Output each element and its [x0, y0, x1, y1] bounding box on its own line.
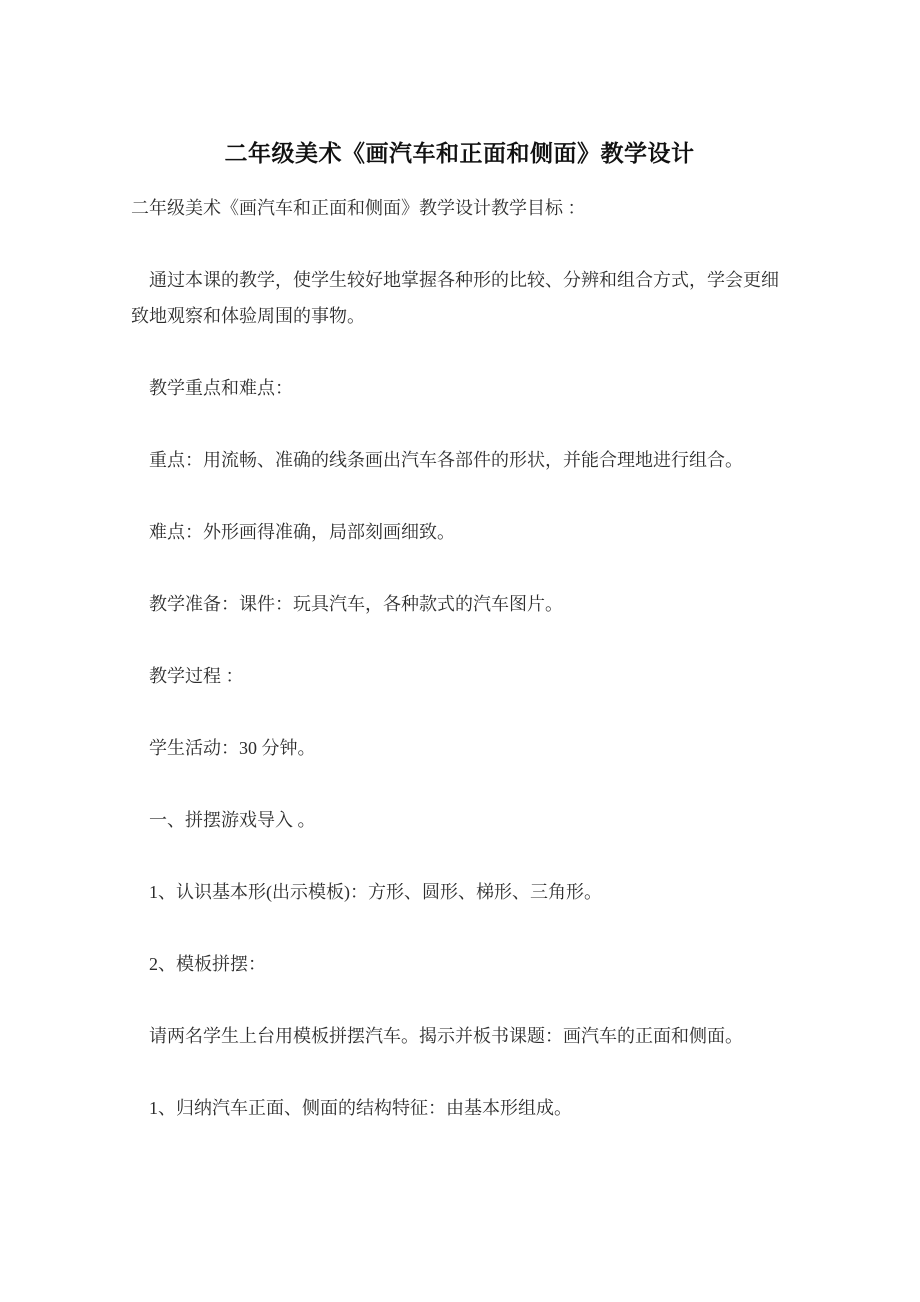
paragraph-6: 教学准备：课件：玩具汽车，各种款式的汽车图片。 — [149, 594, 563, 614]
paragraph-8: 学生活动：30 分钟。 — [149, 738, 316, 758]
paragraph-3: 教学重点和难点： — [149, 378, 293, 398]
paragraph-5: 难点：外形画得准确，局部刻画细致。 — [149, 522, 455, 542]
paragraph-12: 请两名学生上台用模板拼摆汽车。揭示并板书课题：画汽车的正面和侧面。 — [149, 1026, 743, 1046]
paragraph-9: 一、拼摆游戏导入 。 — [149, 810, 316, 830]
paragraph-2: 通过本课的教学，使学生较好地掌握各种形的比较、分辨和组合方式，学会更细致地观察和体验周围的事物。 — [131, 270, 779, 326]
document-title: 二年级美术《画汽车和正面和侧面》教学设计 — [224, 141, 695, 166]
paragraph-10: 1、认识基本形(出示模板)：方形、圆形、梯形、三角形。 — [149, 882, 602, 902]
paragraph-1: 二年级美术《画汽车和正面和侧面》教学设计教学目标 ： — [131, 198, 586, 218]
paragraph-4: 重点：用流畅、准确的线条画出汽车各部件的形状，并能合理地进行组合。 — [149, 450, 743, 470]
paragraph-7: 教学过程 ： — [149, 666, 244, 686]
document-body — [131, 190, 788, 1126]
paragraph-11: 2、模板拼摆： — [149, 954, 266, 974]
paragraph-13: 1、归纳汽车正面、侧面的结构特征：由基本形组成。 — [149, 1098, 572, 1118]
